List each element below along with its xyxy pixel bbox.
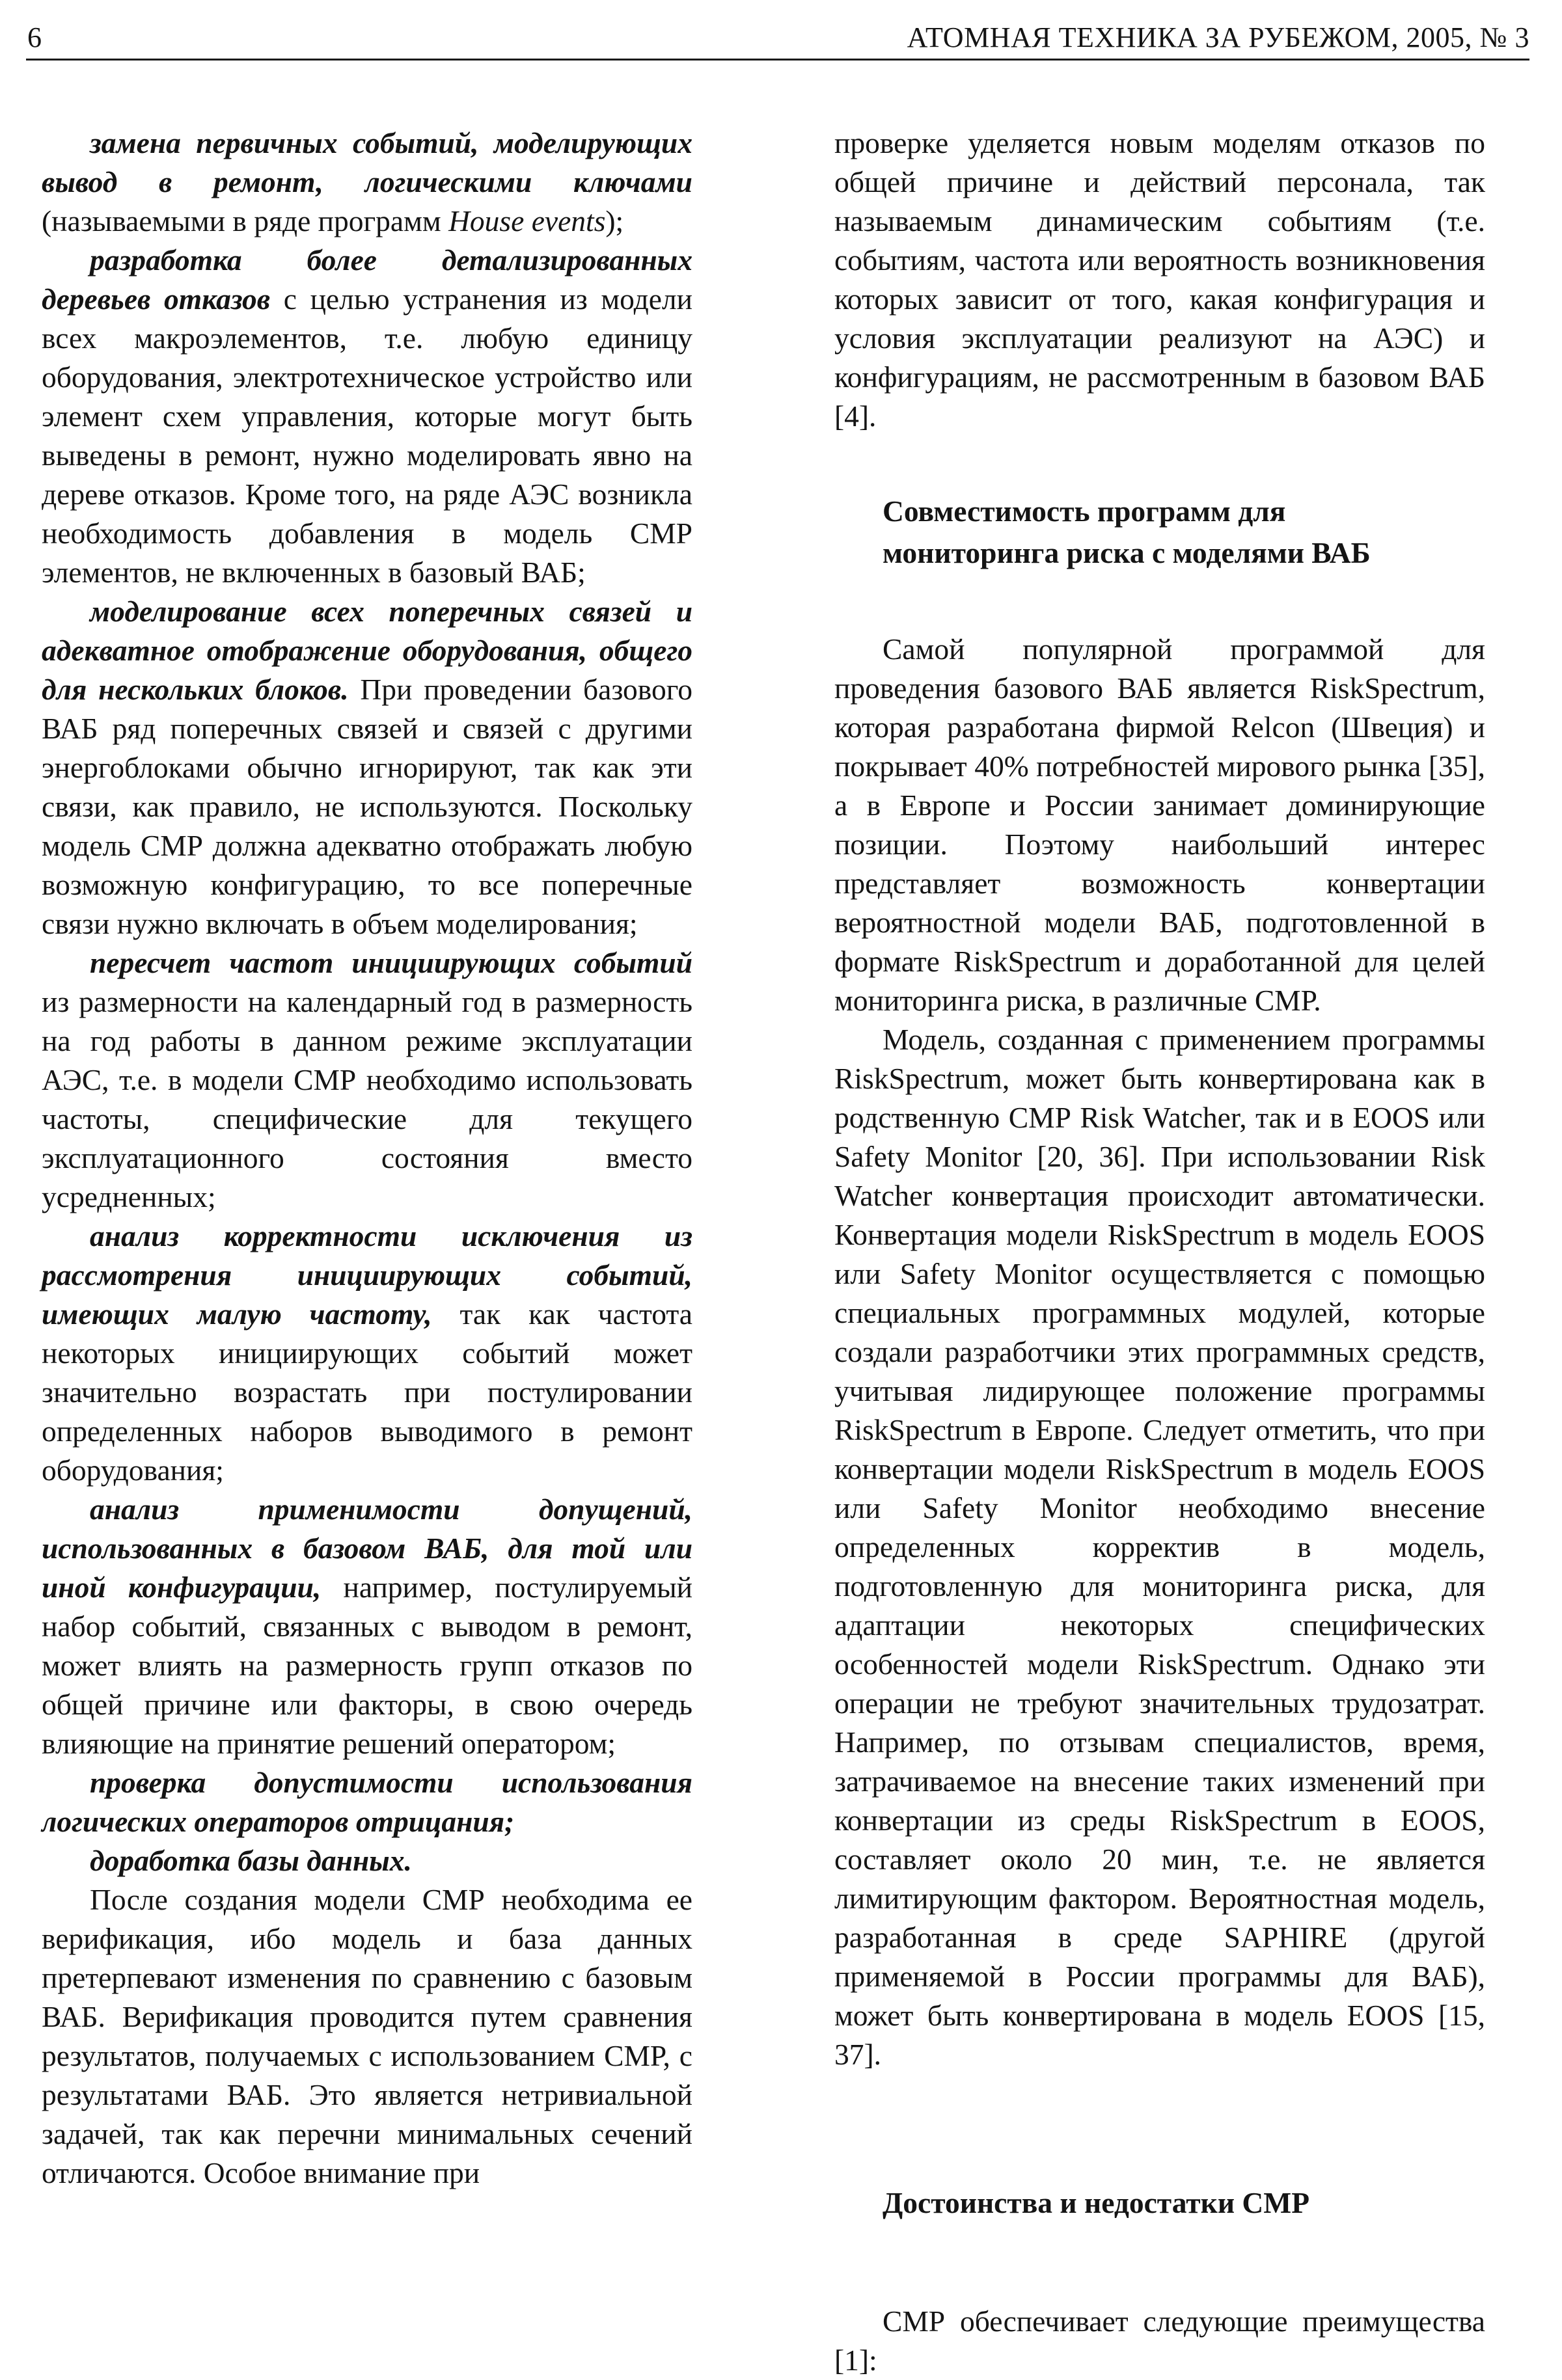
italic-term: House events (448, 204, 606, 237)
page-number: 6 (27, 21, 42, 53)
paragraph (42, 1490, 692, 1763)
paragraph (42, 943, 692, 1217)
paragraph (42, 1763, 692, 1841)
paragraph: Самой популярной программой для проведения базового ВАБ является RiskSpectrum, которая разработана фирмой Relcon (Швеция) и покрывает 40% потребностей мирового рынка [35], а в Европе и России занимает доминирующие позиции. Поэтому наибольший интерес представляет возможность конвертации вероятностной модели ВАБ, подготовленной в формате RiskSpectrum и доработанной для целей мониторинга риска, в различные СМР. (834, 632, 1485, 1017)
heading-line: Совместимость программ для (883, 494, 1286, 528)
page-header (26, 18, 1529, 61)
emphasis: проверка допустимости использования логических операторов отрицания; (42, 1766, 692, 1838)
journal-running-title: АТОМНАЯ ТЕХНИКА ЗА РУБЕЖОМ, 2005, № 3 (907, 21, 1529, 53)
emphasis: доработка базы данных. (90, 1844, 412, 1877)
paragraph: СМР обеспечивает следующие преимущества [1]: (834, 2305, 1485, 2377)
emphasis: замена первичных событий, моделирующих вывод в ремонт, логическими ключами (42, 126, 692, 198)
paragraph: После создания модели СМР необходима ее верификация, ибо модель и база данных претерпевают изменения по сравнению с базовым ВАБ. Верификация проводится путем сравнения результатов, получаемых с использованием СМР, с результатами ВАБ. Это является нетривиальной задачей, так как перечни минимальных сечений отличаются. Особое внимание при (42, 1883, 692, 2189)
paragraph (42, 1217, 692, 1490)
text: с целью устранения из модели всех макроэлементов, т.е. любую единицу оборудования, электротехническое устройство или элемент схем управления, которые могут быть выведены в ремонт, нужно моделировать явно на дереве отказов. Кроме того, на ряде АЭС возникла необходимость добавления в модель СМР элементов, не включенных в базовый ВАБ; (42, 282, 692, 589)
heading-line: мониторинга риска с моделями ВАБ (883, 536, 1371, 569)
text: из размерности на календарный год в размерность на год работы в данном режиме эксплуатации АЭС, т.е. в модели СМР необходимо использовать частоты, специфические для текущего эксплуатационного состояния вместо усредненных; (42, 985, 692, 1213)
paragraph (42, 241, 692, 592)
text: При проведении базового ВАБ ряд поперечных связей и связей с другими энергоблоками обычно игнорируют, так как эти связи, как правило, не используются. Поскольку модель СМР должна адекватно отображать любую возможную конфигурацию, то все поперечные связи нужно включать в объем моделирования; (42, 673, 692, 940)
paragraph: проверке уделяется новым моделям отказов по общей причине и действий персонала, так называемым динамическим событиям (т.е. событиям, частота или вероятность возникновения которых зависит от того, какая конфигурация и условия эксплуатации реализуют на АЭС) и конфигурациям, не рассмотренным в базовом ВАБ [4]. (834, 126, 1485, 433)
left-column (42, 124, 692, 2193)
emphasis: моделирование всех поперечных связей и адекватное отображение оборудования, общего для нескольких блоков. (42, 595, 692, 706)
paragraph: Модель, созданная с применением программы RiskSpectrum, может быть конвертирована как в родственную СМР Risk Watcher, так и в EOOS или Safety Monitor [20, 36]. При использовании Risk Watcher конвертация происходит автоматически. Конвертация модели RiskSpectrum в модель EOOS или Safety Monitor осуществляется с помощью специальных программных модулей, которые создали разработчики этих программных средств, учитывая лидирующее положение программы RiskSpectrum в Европе. Следует отметить, что при конвертации модели RiskSpectrum в модель EOOS или Safety Monitor необходимо внесение определенных корректив в модель, подготовленную для мониторинга риска, для адаптации некоторых специфических особенностей модели RiskSpectrum. Однако эти операции не требуют значительных трудозатрат. Например, по отзывам специалистов, время, затрачиваемое на внесение таких изменений при конвертации из среды RiskSpectrum в EOOS, составляет около 20 мин, т.е. не является лимитирующим фактором. Вероятностная модель, разработанная в среде SAPHIRE (другой применяемой в России программы для ВАБ), может быть конвертирована в модель EOOS [15, 37]. (834, 1023, 1485, 2071)
emphasis: пересчет частот инициирующих событий (90, 946, 692, 979)
text: например, постулируемый набор событий, связанных с выводом в ремонт, может влиять на размерность групп отказов по общей причине или факторы, в свою очередь влияющие на принятие решений оператором; (42, 1571, 692, 1760)
text: так как частота некоторых инициирующих событий может значительно возрастать при постулировании определенных наборов выводимого в ремонт оборудования; (42, 1297, 692, 1487)
paragraph (42, 592, 692, 943)
paragraph (42, 124, 692, 241)
section-heading-compatibility (834, 491, 1485, 574)
emphasis: разработка более детализированных деревьев отказов (42, 243, 692, 316)
right-column (834, 124, 1485, 2380)
emphasis: анализ корректности исключения из рассмотрения инициирующих событий, имеющих малую частоту, (42, 1219, 692, 1331)
section-heading-merits: Достоинства и недостатки СМР (883, 2186, 1310, 2219)
paragraph (42, 1841, 692, 1880)
emphasis: анализ применимости допущений, использованных в базовом ВАБ, для той или иной конфигурации, (42, 1493, 692, 1604)
text: (называемыми в ряде программ (42, 204, 449, 237)
text: ); (605, 204, 624, 237)
